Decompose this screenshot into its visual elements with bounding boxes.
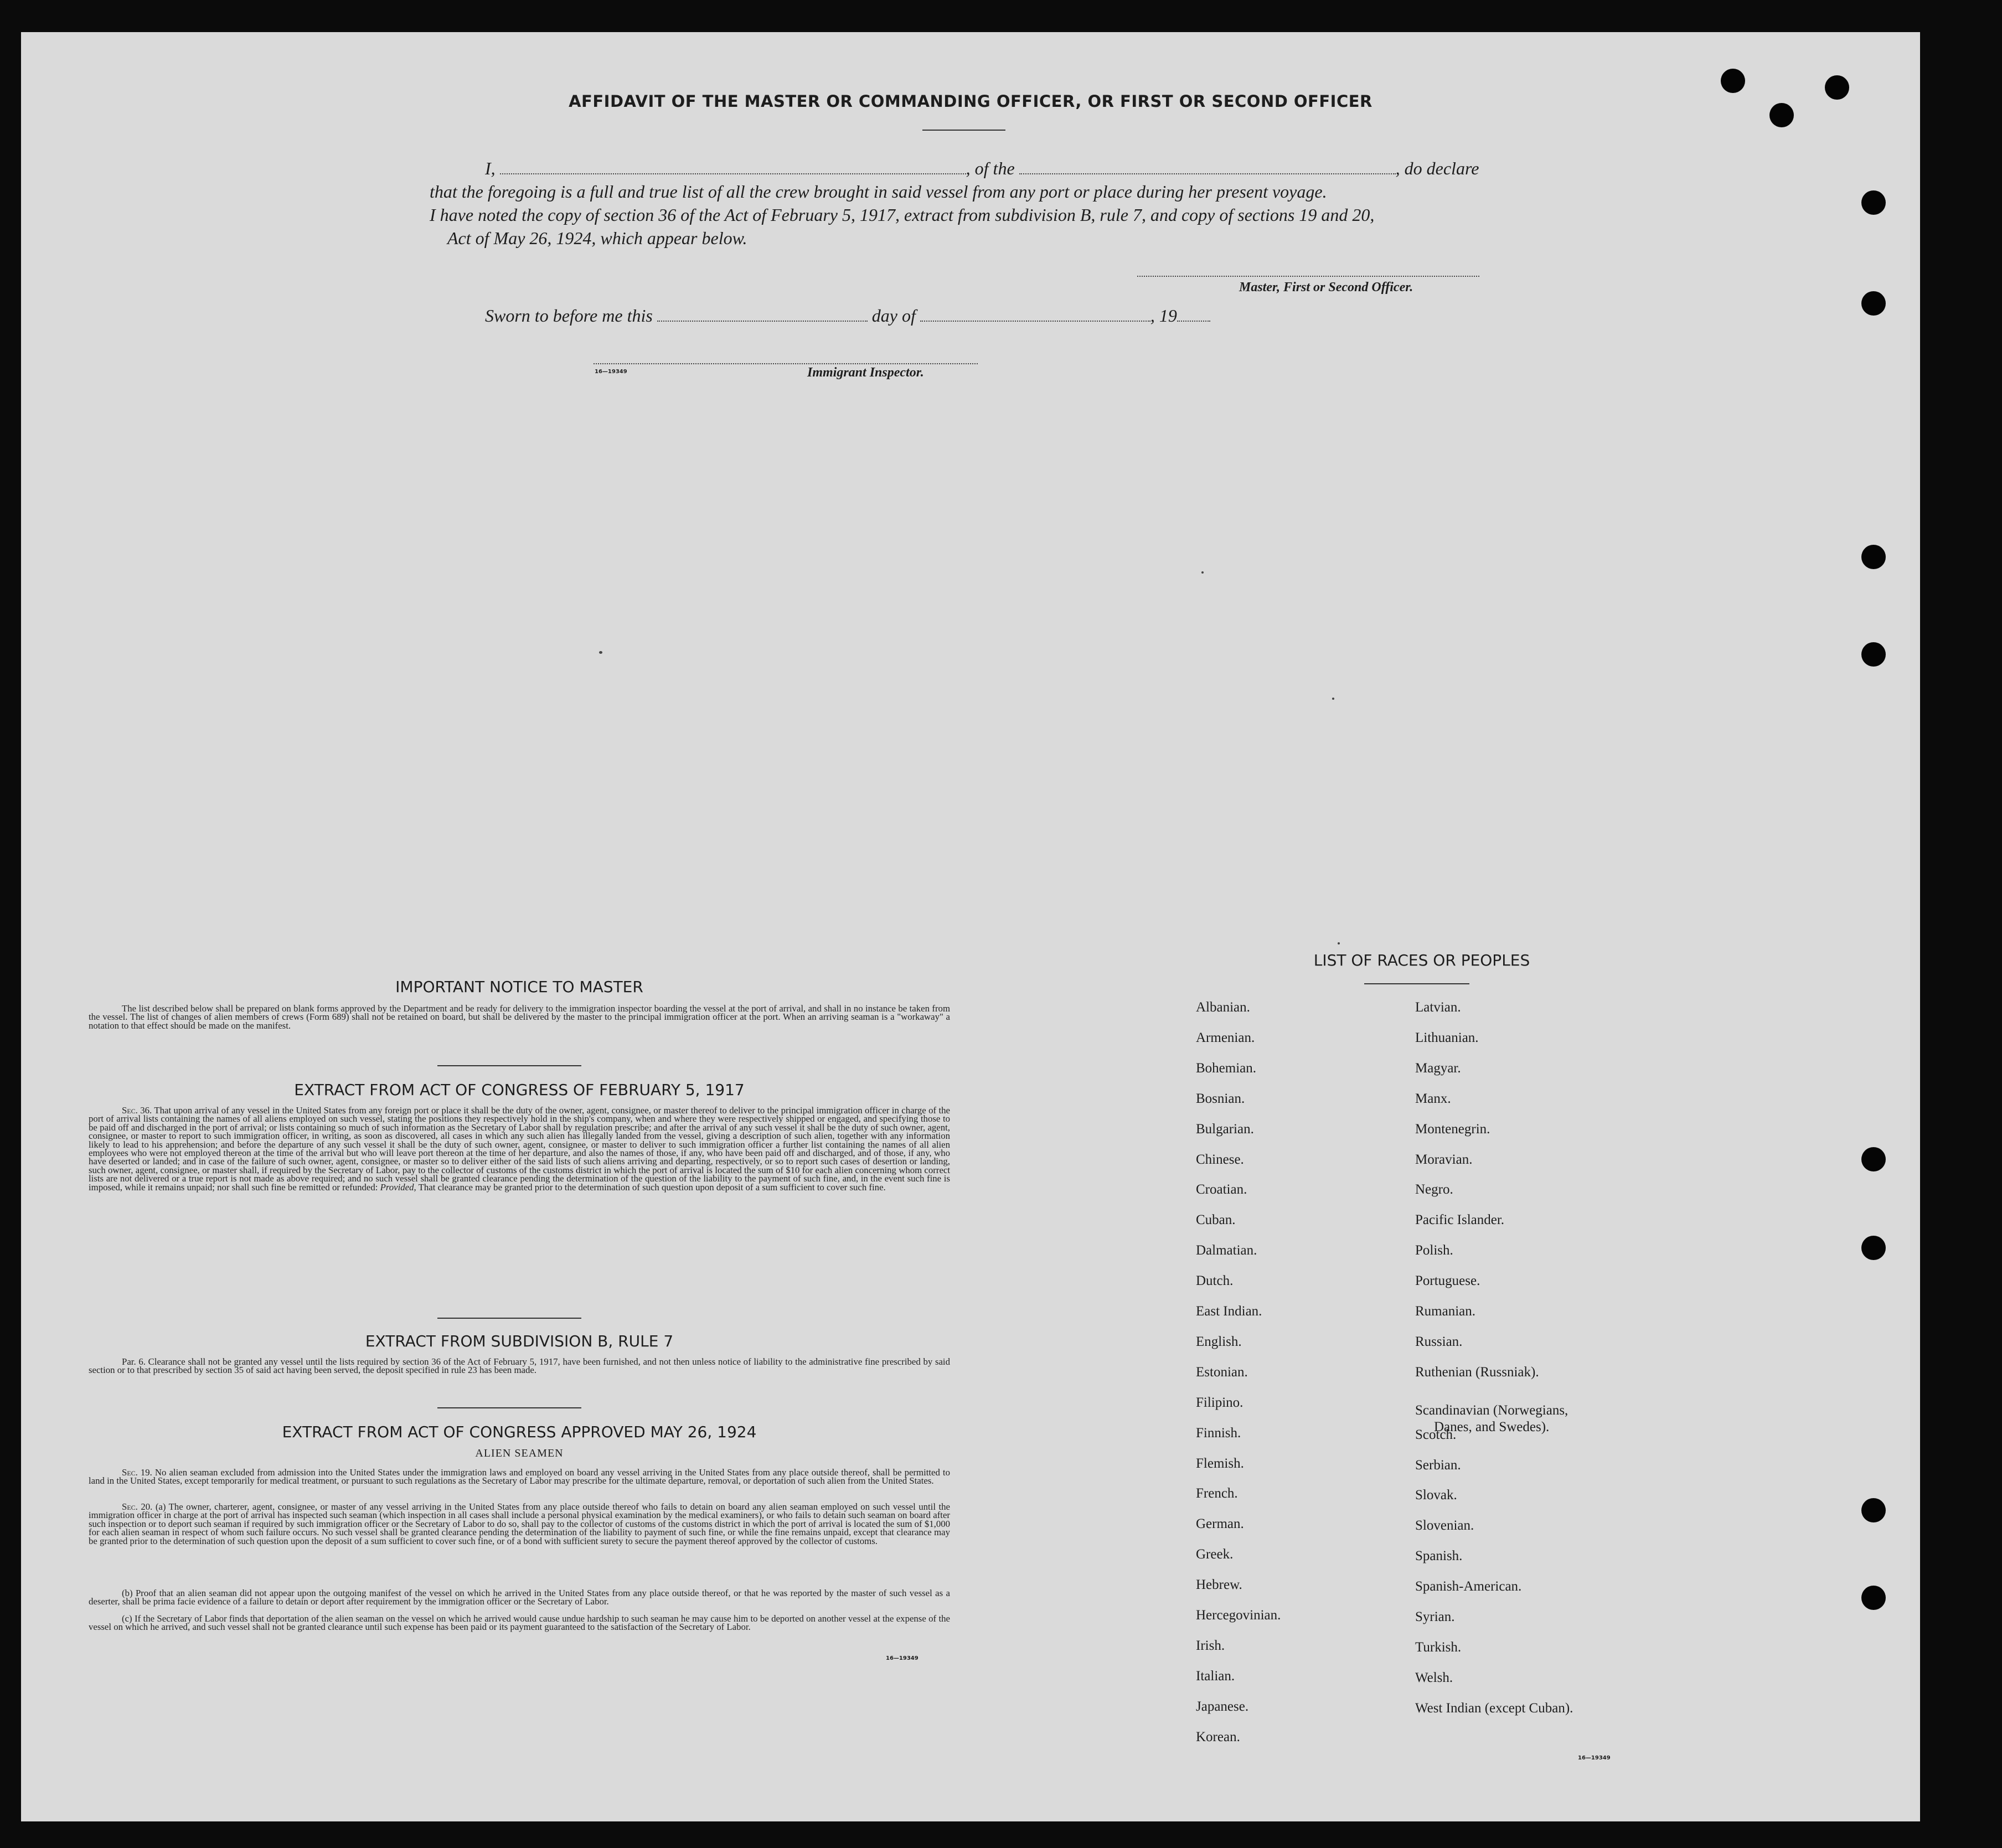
scan-speck	[1201, 571, 1204, 574]
section-20-label: Sec. 20.	[122, 1501, 153, 1512]
race-item: English.	[1196, 1334, 1242, 1349]
binder-hole	[1861, 190, 1886, 215]
vessel-name-field[interactable]	[1019, 161, 1396, 174]
notice-heading: IMPORTANT NOTICE TO MASTER	[395, 978, 643, 996]
sworn-line	[485, 306, 1210, 326]
race-item: Dutch.	[1196, 1273, 1234, 1288]
race-item: Korean.	[1196, 1730, 1240, 1744]
section-19-label: Sec. 19.	[122, 1467, 152, 1478]
binder-hole	[1861, 291, 1886, 316]
race-item: Croatian.	[1196, 1182, 1247, 1197]
form-number-bottom-right: 16—19349	[1578, 1755, 1611, 1761]
title-underline	[922, 130, 1005, 131]
binder-hole	[1861, 1498, 1886, 1522]
race-item: Hebrew.	[1196, 1577, 1242, 1592]
extract-1924-heading: EXTRACT FROM ACT OF CONGRESS APPROVED MAY 26, 1924	[282, 1423, 757, 1441]
inspector-signature-label: Immigrant Inspector.	[807, 365, 924, 380]
affidavit-line-3: I have noted the copy of section 36 of the Act of February 5, 1917, extract from subdivision B, rule 7, and copy of sections 19 and 20,	[430, 205, 1375, 225]
sworn-day-field[interactable]	[657, 308, 868, 322]
race-item: Cuban.	[1196, 1212, 1236, 1227]
race-item: Lithuanian.	[1415, 1030, 1479, 1045]
form-sheet	[21, 32, 1920, 1821]
race-item: Manx.	[1415, 1091, 1451, 1106]
notice-text: The list described below shall be prepared on blank forms approved by the Department and be ready for delivery to the immigration inspector boarding the vessel at the port of arrival, and shall in no instance be taken from the vessel. The list of changes of alien members of crews (Form 689) shall not be retained on board, but shall be delivered by the master to the principal immigration officer at the port. When an arriving seaman is a "workaway" a notation to that effect should be made on the manifest.	[89, 1003, 950, 1031]
race-item: Greek.	[1196, 1547, 1234, 1562]
section-20c-text: (c) If the Secretary of Labor finds that deportation of the alien seaman on the vessel on which he arrived would cause undue hardship to such seaman he may cause him to be deported on another vessel at the expense of the vessel on which he arrived, and such vessel shall not be granted clearance until such expense has been paid or its payment guaranteed to the satisfaction of the Secretary of Labor.	[89, 1613, 950, 1633]
declarant-prefix: I,	[485, 158, 496, 178]
race-item: Armenian.	[1196, 1030, 1255, 1045]
sworn-text: Sworn to before me this	[485, 306, 653, 326]
affidavit-line-2: that the foregoing is a full and true list of all the crew brought in said vessel from any port or place during her present voyage.	[430, 182, 1327, 202]
section-19-text	[89, 1468, 950, 1485]
binder-hole	[1861, 642, 1886, 667]
race-item: German.	[1196, 1516, 1244, 1531]
year-prefix-text: , 19	[1150, 306, 1177, 326]
master-signature-line[interactable]	[1137, 276, 1479, 277]
notice-divider	[437, 1065, 581, 1066]
section-20b-text: (b) Proof that an alien seaman did not appear upon the outgoing manifest of the vessel on which he arrived in the United States from any place outside thereof, or that he was reported by the master of such vessel as a deserter, shall be prima facie evidence of a failure to detain or deport after requirement by the immigration officer or the Secretary of Labor.	[89, 1588, 950, 1607]
rule7-heading: EXTRACT FROM SUBDIVISION B, RULE 7	[365, 1332, 674, 1350]
binder-hole	[1861, 545, 1886, 569]
race-item: Slovak.	[1415, 1488, 1457, 1503]
race-item: Japanese.	[1196, 1699, 1249, 1714]
race-item: Portuguese.	[1415, 1273, 1480, 1288]
scan-speck	[1332, 698, 1334, 700]
do-declare-text: , do declare	[1395, 158, 1479, 178]
race-item: Magyar.	[1415, 1061, 1461, 1076]
race-item: Hercegovinian.	[1196, 1608, 1281, 1623]
master-signature-label: Master, First or Second Officer.	[1239, 280, 1413, 295]
form-number-top: 16—19349	[595, 369, 627, 375]
race-item: Estonian.	[1196, 1365, 1248, 1380]
section-36-label: Sec. 36.	[122, 1105, 152, 1116]
race-item: Spanish.	[1415, 1548, 1463, 1563]
affidavit-line-1	[485, 158, 1479, 179]
binder-hole	[1769, 103, 1794, 127]
races-heading: LIST OF RACES OR PEOPLES	[1313, 951, 1530, 969]
binder-hole	[1861, 1147, 1886, 1171]
race-item: Moravian.	[1415, 1152, 1473, 1167]
binder-hole	[1721, 69, 1745, 93]
race-item: Polish.	[1415, 1243, 1453, 1258]
race-item: East Indian.	[1196, 1304, 1262, 1319]
race-item: Montenegrin.	[1415, 1122, 1490, 1137]
race-item: Danes, and Swedes).	[1434, 1419, 1550, 1434]
race-item: Albanian.	[1196, 1000, 1250, 1015]
race-item: Italian.	[1196, 1669, 1235, 1684]
section-36-body: That upon arrival of any vessel in the United States from any foreign port or place it shall be the duty of the owner, agent, consignee, or master thereof to deliver to the principal immigration officer in charge of the port of arrival lists containing the names of all aliens employed on such vessel, stating the positions they respectively hold in the ship's company, when and where they were respectively shipped or engaged, and specifying those to be paid off and discharged in the port of arrival; or lists containing so much of such information as the Secretary of Labor shall by regulation prescribe; and after the arrival of any such vessel it shall be the duty of such owner, agent, consignee, or master to report to such immigration officer, in writing, as soon as discovered, all cases in which any such alien has illegally landed from the vessel, giving a description of such alien, together with any information likely to lead to his apprehension; and before the departure of any such vessel it shall be the duty of such owner, agent, consignee, or master to deliver to such immigration officer a further list containing the names of all alien employees who were not employed thereon at the time of the arrival but who will leave port thereon at the time of her departure, and also the names of those, if any, who have been paid off and discharged, and of those, if any, who have deserted or landed; and in case of the failure of such owner, agent, consignee, or master so to deliver either of the said lists of such aliens arriving and departing, respectively, or so to report such cases of desertion or landing, such owner, agent, consignee, or master shall, if required by the Secretary of Labor, pay to the collector of customs of the customs district in which the port of arrival is located the sum of $10 for each alien concerning whom correct lists are not delivered or a true report is not made as above required; and no such vessel shall be granted clearance pending the determination of the question of the liability to the payment of such fine, and, in the event such fine is imposed, while it remains unpaid; nor shall such fine be remitted or refunded:	[89, 1105, 950, 1193]
extract-1917-heading: EXTRACT FROM ACT OF CONGRESS OF FEBRUARY 5, 1917	[294, 1081, 745, 1099]
race-item: West Indian (except Cuban).	[1415, 1701, 1573, 1716]
race-item: French.	[1196, 1486, 1238, 1501]
sworn-month-field[interactable]	[920, 308, 1150, 322]
race-item: Ruthenian (Russniak).	[1415, 1365, 1539, 1380]
extract-1917-divider	[437, 1318, 581, 1319]
race-item: Slovenian.	[1415, 1518, 1474, 1533]
race-item: Negro.	[1415, 1182, 1453, 1197]
rule7-text: Par. 6. Clearance shall not be granted any vessel until the lists required by section 36 of the Act of February 5, 1917, have been furnished, and not then unless notice of liability to the administrative fine prescribed by said section or to that prescribed by section 35 of said act having been served, the deposit specified in rule 23 has been made.	[89, 1356, 950, 1376]
form-number-bottom-left: 16—19349	[886, 1655, 919, 1661]
race-item: Finnish.	[1196, 1426, 1241, 1441]
race-item: Filipino.	[1196, 1395, 1243, 1410]
race-item: Turkish.	[1415, 1640, 1462, 1655]
declarant-name-field[interactable]	[500, 161, 966, 174]
race-item: Welsh.	[1415, 1670, 1453, 1685]
inspector-signature-line[interactable]	[594, 363, 978, 364]
provided-word: Provided,	[380, 1181, 416, 1193]
race-item: Scandinavian (Norwegians,	[1415, 1403, 1568, 1418]
race-item: Russian.	[1415, 1334, 1463, 1349]
sworn-year-field[interactable]	[1177, 308, 1210, 322]
race-item: Flemish.	[1196, 1456, 1244, 1471]
extract-1917-text	[89, 1106, 950, 1191]
scan-speck	[1338, 942, 1340, 944]
alien-seamen-subheading: ALIEN SEAMEN	[475, 1447, 564, 1459]
scan-speck	[599, 651, 602, 654]
section-20a-body: (a) The owner, charterer, agent, consignee, or master of any vessel arriving in the United States from any place outside thereof who fails to detain on board any alien seaman employed on such vessel until the immigration officer in charge at the port of arrival has inspected such seaman (which inspection in all cases shall include a personal physical examination by the medical examiners), or who fails to detain such seaman on board after such inspection or to deport such seaman if required by such immigration officer or the Secretary of Labor to do so, shall pay to the collector of customs of the customs district in which the port of arrival is located the sum of $1,000 for each alien seaman in respect of whom such failure occurs. No such vessel shall be granted clearance pending the determination of the liability to payment of such fine, or while the fine remains unpaid, except that clearance may be granted prior to the determination of such question upon the deposit of a sum sufficient to cover such fine, or of a bond with sufficient surety to secure the payment thereof approved by the collector of customs.	[89, 1501, 950, 1546]
day-of-text: day of	[871, 306, 916, 326]
affidavit-line-4: Act of May 26, 1924, which appear below.	[447, 228, 747, 248]
of-the-text: , of the	[966, 158, 1015, 178]
races-divider	[1364, 983, 1469, 984]
binder-hole	[1861, 1236, 1886, 1260]
rule7-divider	[437, 1407, 581, 1408]
binder-hole	[1825, 75, 1849, 100]
race-item: Scotch.	[1415, 1427, 1457, 1442]
section-20a-text	[89, 1503, 950, 1545]
race-item: Bulgarian.	[1196, 1122, 1254, 1137]
race-item: Bosnian.	[1196, 1091, 1245, 1106]
section-36-proviso: That clearance may be granted prior to the determination of such question upon deposit of a sum sufficient to cover such fine.	[418, 1181, 886, 1193]
race-item: Pacific Islander.	[1415, 1212, 1505, 1227]
binder-hole	[1861, 1586, 1886, 1610]
race-item: Serbian.	[1415, 1458, 1461, 1473]
race-item: Bohemian.	[1196, 1061, 1257, 1076]
section-19-body: No alien seaman excluded from admission into the United States under the immigration laws and employed on board any vessel arriving in the United States from any place outside thereof, shall be permitted to land in the United States, except temporarily for medical treatment, or pursuant to such regulations as the Secretary of Labor may prescribe for the ultimate departure, removal, or deportation of such alien from the United States.	[89, 1467, 950, 1486]
race-item: Latvian.	[1415, 1000, 1461, 1015]
race-item: Rumanian.	[1415, 1304, 1476, 1319]
race-item: Dalmatian.	[1196, 1243, 1257, 1258]
race-item: Irish.	[1196, 1638, 1225, 1653]
race-item: Chinese.	[1196, 1152, 1244, 1167]
race-item: Syrian.	[1415, 1609, 1455, 1624]
race-item: Spanish-American.	[1415, 1579, 1522, 1594]
affidavit-title: AFFIDAVIT OF THE MASTER OR COMMANDING OFFICER, OR FIRST OR SECOND OFFICER	[569, 92, 1372, 111]
